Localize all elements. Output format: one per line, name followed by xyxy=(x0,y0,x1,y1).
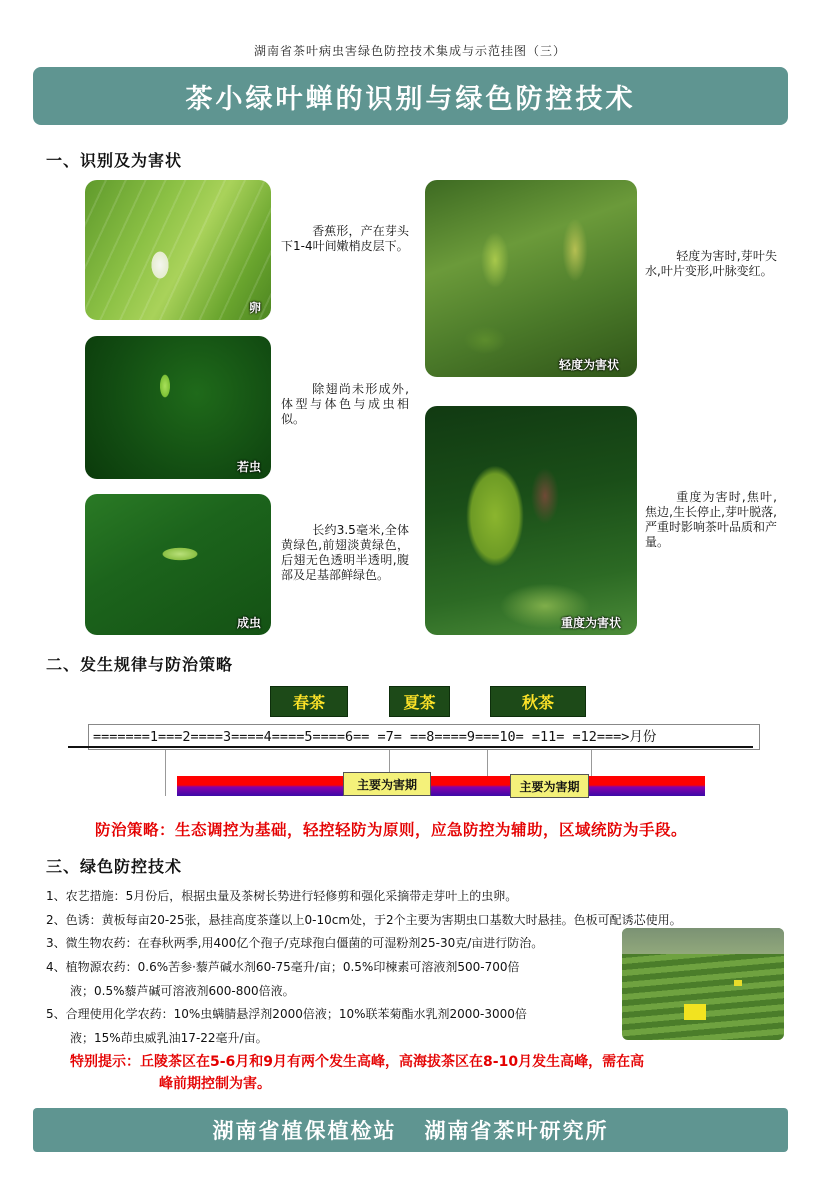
poster-title: 茶小绿叶蝉的识别与绿色防控技术 xyxy=(33,67,788,125)
heavy-damage-photo xyxy=(425,406,637,635)
peak-period-label-2: 主要为害期 xyxy=(510,774,589,798)
measure-item: 1、农艺措施：5月份后，根据虫量及茶树长势进行轻修剪和强化采摘带走芽叶上的虫卵。 xyxy=(46,889,518,903)
occurrence-bar xyxy=(177,776,705,796)
tea-field-photo xyxy=(622,928,784,1040)
adult-description: 长约3.5毫米,全体黄绿色,前翅淡黄绿色，后翅无色透明半透明,腹部及足基部鲜绿色。 xyxy=(281,523,409,582)
yellow-sticky-card xyxy=(734,980,742,986)
section1-heading: 一、识别及为害状 xyxy=(46,151,183,170)
season-spring-tea: 春茶 xyxy=(270,686,348,717)
nymph-photo xyxy=(85,336,271,479)
timeline-baseline xyxy=(68,746,753,748)
nymph-caption: 若虫 xyxy=(236,460,261,474)
field-sky xyxy=(622,928,784,954)
heavy-damage-caption: 重度为害状 xyxy=(560,616,621,630)
light-damage-description: 轻度为害时,芽叶失水,叶片变形,叶脉变红。 xyxy=(645,249,777,278)
footer-org-tea-institute: 湖南省茶叶研究所 xyxy=(424,1119,609,1143)
measure-item: 3、微生物农药：在春秋两季,用400亿个孢子/克球孢白僵菌的可湿粉剂25-30克/亩进行防治。 xyxy=(46,936,544,950)
special-tip xyxy=(70,1051,790,1073)
special-tip-line2: 峰前期控制为害。 xyxy=(159,1076,271,1092)
peak-period-label-1: 主要为害期 xyxy=(343,772,431,796)
yellow-sticky-card xyxy=(684,1004,706,1020)
egg-caption: 卵 xyxy=(248,301,261,315)
special-tip-line1: 丘陵茶区在5-6月和9月有两个发生高峰，高海拔茶区在8-10月发生高峰，需在高 xyxy=(140,1054,645,1070)
timeline-tick xyxy=(165,750,166,796)
special-tip-label: 特别提示： xyxy=(70,1054,140,1070)
season-autumn-tea: 秋茶 xyxy=(490,686,586,717)
measure-item-continued: 液；0.5%藜芦碱可溶液剂600-800倍液。 xyxy=(70,984,295,998)
heavy-damage-description: 重度为害时,焦叶,焦边,生长停止,芽叶脱落,严重时影响茶叶品质和产量。 xyxy=(645,490,778,549)
section2-heading: 二、发生规律与防治策略 xyxy=(46,655,234,674)
footer-banner xyxy=(33,1108,788,1152)
measure-item: 5、合理使用化学农药：10%虫螨腈悬浮剂2000倍液；10%联苯菊酯水乳剂2000-3000倍 xyxy=(46,1007,527,1021)
nymph-description: 除翅尚未形成外,体型与体色与成虫相似。 xyxy=(281,382,409,426)
adult-photo xyxy=(85,494,271,635)
month-timeline: =======1===2====3====4====5====6== =7= ==8====9===10= =11= =12===>月份 xyxy=(88,724,760,750)
adult-caption: 成虫 xyxy=(236,616,261,630)
poster-subtitle: 湖南省茶叶病虫害绿色防控技术集成与示范挂图（三） xyxy=(253,44,566,58)
measure-item-continued: 液；15%茚虫威乳油17-22毫升/亩。 xyxy=(70,1031,268,1045)
footer-org-plant-protection: 湖南省植保植检站 xyxy=(212,1119,397,1143)
measure-item: 2、色诱：黄板每亩20-25张，悬挂高度茶蓬以上0-10cm处，于2个主要为害期虫口基数大时悬挂。色板可配诱芯使用。 xyxy=(46,913,682,927)
measure-item: 4、植物源农药：0.6%苦参·藜芦碱水剂60-75毫升/亩；0.5%印楝素可溶液剂500-700倍 xyxy=(46,960,520,974)
season-summer-tea: 夏茶 xyxy=(389,686,450,717)
section3-heading: 三、绿色防控技术 xyxy=(46,857,183,876)
control-strategy: 防治策略：生态调控为基础，轻控轻防为原则，应急防控为辅助，区域统防为手段。 xyxy=(95,821,688,839)
egg-photo xyxy=(85,180,271,320)
light-damage-photo xyxy=(425,180,637,377)
light-damage-caption: 轻度为害状 xyxy=(558,358,619,372)
egg-description: 香蕉形，产在芽头下1-4叶间嫩梢皮层下。 xyxy=(281,224,409,253)
